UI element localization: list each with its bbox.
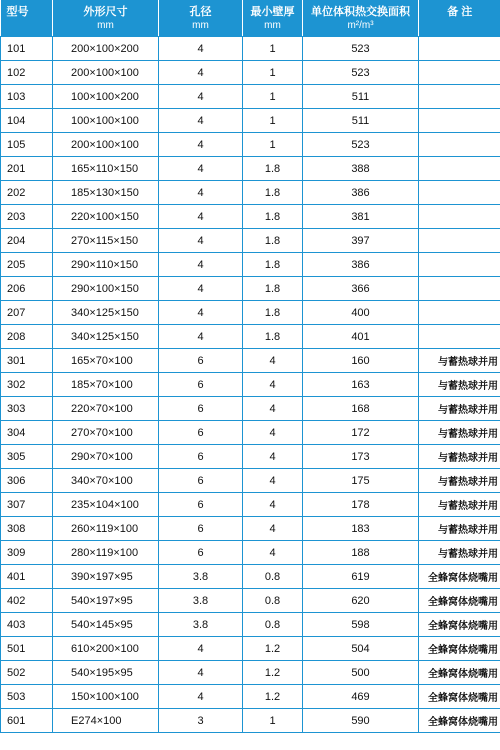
cell-area: 168 <box>303 397 419 421</box>
cell-hole: 6 <box>159 373 243 397</box>
table-row <box>1 517 500 541</box>
cell-hole: 4 <box>159 85 243 109</box>
table-row <box>1 61 500 85</box>
cell-size: 340×125×150 <box>53 301 159 325</box>
table-body <box>1 37 500 733</box>
cell-area: 397 <box>303 229 419 253</box>
cell-wall: 1 <box>243 37 303 61</box>
cell-hole: 4 <box>159 37 243 61</box>
cell-model: 403 <box>1 613 53 637</box>
cell-area: 175 <box>303 469 419 493</box>
cell-size: 185×130×150 <box>53 181 159 205</box>
cell-wall: 1 <box>243 709 303 733</box>
cell-model: 208 <box>1 325 53 349</box>
col-header-note: 备 注 <box>419 0 500 37</box>
cell-wall: 1.8 <box>243 157 303 181</box>
cell-model: 207 <box>1 301 53 325</box>
cell-note: 与蓄热球并用 <box>419 541 500 565</box>
table-row <box>1 685 500 709</box>
table-header <box>1 0 500 37</box>
cell-size: 220×100×150 <box>53 205 159 229</box>
cell-note: 与蓄热球并用 <box>419 397 500 421</box>
cell-wall: 4 <box>243 397 303 421</box>
cell-area: 620 <box>303 589 419 613</box>
cell-hole: 6 <box>159 493 243 517</box>
cell-wall: 1.8 <box>243 181 303 205</box>
cell-note <box>419 37 500 61</box>
cell-note: 全蜂窝体烧嘴用 <box>419 613 500 637</box>
cell-wall: 1 <box>243 85 303 109</box>
cell-note <box>419 85 500 109</box>
cell-model: 304 <box>1 421 53 445</box>
cell-model: 206 <box>1 277 53 301</box>
cell-wall: 4 <box>243 469 303 493</box>
cell-area: 366 <box>303 277 419 301</box>
cell-wall: 1.2 <box>243 661 303 685</box>
cell-note: 与蓄热球并用 <box>419 445 500 469</box>
table-row <box>1 541 500 565</box>
cell-hole: 6 <box>159 349 243 373</box>
table-row <box>1 85 500 109</box>
cell-hole: 4 <box>159 229 243 253</box>
cell-area: 523 <box>303 61 419 85</box>
cell-size: 540×145×95 <box>53 613 159 637</box>
cell-area: 523 <box>303 133 419 157</box>
cell-size: 280×119×100 <box>53 541 159 565</box>
cell-size: 200×100×100 <box>53 61 159 85</box>
cell-hole: 6 <box>159 541 243 565</box>
cell-area: 401 <box>303 325 419 349</box>
cell-note: 与蓄热球并用 <box>419 493 500 517</box>
cell-wall: 4 <box>243 349 303 373</box>
cell-model: 104 <box>1 109 53 133</box>
table-row <box>1 325 500 349</box>
cell-model: 305 <box>1 445 53 469</box>
cell-size: 270×70×100 <box>53 421 159 445</box>
cell-area: 386 <box>303 181 419 205</box>
table-row <box>1 589 500 613</box>
cell-note <box>419 133 500 157</box>
cell-hole: 4 <box>159 181 243 205</box>
cell-size: 290×100×150 <box>53 277 159 301</box>
cell-note: 与蓄热球并用 <box>419 349 500 373</box>
cell-size: E274×100 <box>53 709 159 733</box>
cell-wall: 1.8 <box>243 229 303 253</box>
cell-hole: 4 <box>159 157 243 181</box>
cell-hole: 6 <box>159 445 243 469</box>
cell-size: 540×195×95 <box>53 661 159 685</box>
cell-hole: 3.8 <box>159 589 243 613</box>
cell-hole: 4 <box>159 133 243 157</box>
cell-note: 全蜂窝体烧嘴用 <box>419 565 500 589</box>
cell-hole: 4 <box>159 685 243 709</box>
table-row <box>1 133 500 157</box>
cell-size: 200×100×100 <box>53 133 159 157</box>
cell-wall: 1.2 <box>243 685 303 709</box>
cell-model: 205 <box>1 253 53 277</box>
cell-area: 160 <box>303 349 419 373</box>
cell-wall: 4 <box>243 541 303 565</box>
cell-wall: 4 <box>243 493 303 517</box>
cell-model: 502 <box>1 661 53 685</box>
cell-size: 100×100×200 <box>53 85 159 109</box>
cell-note <box>419 61 500 85</box>
cell-wall: 1.8 <box>243 205 303 229</box>
cell-size: 610×200×100 <box>53 637 159 661</box>
cell-model: 309 <box>1 541 53 565</box>
cell-hole: 3.8 <box>159 565 243 589</box>
cell-area: 523 <box>303 37 419 61</box>
cell-hole: 4 <box>159 205 243 229</box>
cell-size: 185×70×100 <box>53 373 159 397</box>
cell-size: 165×110×150 <box>53 157 159 181</box>
cell-hole: 4 <box>159 325 243 349</box>
cell-size: 290×110×150 <box>53 253 159 277</box>
cell-wall: 1.8 <box>243 325 303 349</box>
cell-size: 220×70×100 <box>53 397 159 421</box>
cell-note: 全蜂窝体烧嘴用 <box>419 637 500 661</box>
cell-area: 469 <box>303 685 419 709</box>
cell-area: 511 <box>303 85 419 109</box>
cell-note <box>419 157 500 181</box>
table-row <box>1 157 500 181</box>
col-header-hole: 孔径 mm <box>159 0 243 37</box>
table-row <box>1 637 500 661</box>
cell-area: 386 <box>303 253 419 277</box>
cell-model: 601 <box>1 709 53 733</box>
table-row <box>1 565 500 589</box>
cell-note: 与蓄热球并用 <box>419 469 500 493</box>
cell-wall: 4 <box>243 421 303 445</box>
cell-note <box>419 229 500 253</box>
cell-model: 402 <box>1 589 53 613</box>
col-header-wall: 最小壁厚 mm <box>243 0 303 37</box>
col-header-model: 型号 <box>1 0 53 37</box>
cell-note: 全蜂窝体烧嘴用 <box>419 661 500 685</box>
cell-size: 390×197×95 <box>53 565 159 589</box>
cell-model: 204 <box>1 229 53 253</box>
cell-area: 178 <box>303 493 419 517</box>
cell-area: 388 <box>303 157 419 181</box>
cell-area: 400 <box>303 301 419 325</box>
cell-area: 381 <box>303 205 419 229</box>
cell-hole: 6 <box>159 469 243 493</box>
table-row <box>1 277 500 301</box>
table-row <box>1 253 500 277</box>
cell-wall: 4 <box>243 517 303 541</box>
cell-area: 173 <box>303 445 419 469</box>
cell-hole: 4 <box>159 301 243 325</box>
table-row <box>1 661 500 685</box>
cell-hole: 4 <box>159 661 243 685</box>
cell-model: 307 <box>1 493 53 517</box>
cell-size: 235×104×100 <box>53 493 159 517</box>
cell-note <box>419 181 500 205</box>
cell-note <box>419 253 500 277</box>
cell-size: 540×197×95 <box>53 589 159 613</box>
cell-model: 105 <box>1 133 53 157</box>
table-row <box>1 301 500 325</box>
cell-note <box>419 109 500 133</box>
cell-note: 全蜂窝体烧嘴用 <box>419 709 500 733</box>
table-row <box>1 109 500 133</box>
cell-model: 101 <box>1 37 53 61</box>
cell-hole: 6 <box>159 421 243 445</box>
cell-model: 102 <box>1 61 53 85</box>
table-row <box>1 181 500 205</box>
cell-model: 306 <box>1 469 53 493</box>
table-row <box>1 493 500 517</box>
cell-wall: 1.2 <box>243 637 303 661</box>
table-row <box>1 373 500 397</box>
cell-hole: 4 <box>159 61 243 85</box>
table-row <box>1 205 500 229</box>
cell-hole: 6 <box>159 517 243 541</box>
cell-note: 全蜂窝体烧嘴用 <box>419 589 500 613</box>
cell-size: 260×119×100 <box>53 517 159 541</box>
table-row <box>1 349 500 373</box>
cell-hole: 4 <box>159 637 243 661</box>
table-row <box>1 397 500 421</box>
cell-wall: 1 <box>243 61 303 85</box>
cell-wall: 4 <box>243 445 303 469</box>
cell-area: 504 <box>303 637 419 661</box>
cell-area: 598 <box>303 613 419 637</box>
cell-note <box>419 277 500 301</box>
cell-model: 501 <box>1 637 53 661</box>
table-row <box>1 613 500 637</box>
cell-model: 308 <box>1 517 53 541</box>
cell-model: 401 <box>1 565 53 589</box>
cell-hole: 3 <box>159 709 243 733</box>
cell-hole: 6 <box>159 397 243 421</box>
cell-wall: 0.8 <box>243 613 303 637</box>
col-header-area: 单位体积热交换面积 m²/m³ <box>303 0 419 37</box>
cell-hole: 4 <box>159 253 243 277</box>
cell-size: 200×100×200 <box>53 37 159 61</box>
table-row <box>1 37 500 61</box>
cell-area: 619 <box>303 565 419 589</box>
cell-area: 590 <box>303 709 419 733</box>
cell-size: 290×70×100 <box>53 445 159 469</box>
table-row <box>1 421 500 445</box>
cell-note: 与蓄热球并用 <box>419 421 500 445</box>
cell-note <box>419 325 500 349</box>
cell-note: 与蓄热球并用 <box>419 373 500 397</box>
cell-note <box>419 205 500 229</box>
cell-hole: 4 <box>159 109 243 133</box>
cell-model: 201 <box>1 157 53 181</box>
header-row <box>1 0 500 37</box>
cell-model: 203 <box>1 205 53 229</box>
cell-note: 全蜂窝体烧嘴用 <box>419 685 500 709</box>
cell-area: 172 <box>303 421 419 445</box>
cell-size: 340×70×100 <box>53 469 159 493</box>
table-row <box>1 229 500 253</box>
cell-size: 340×125×150 <box>53 325 159 349</box>
cell-wall: 1.8 <box>243 301 303 325</box>
cell-size: 165×70×100 <box>53 349 159 373</box>
cell-size: 270×115×150 <box>53 229 159 253</box>
cell-area: 163 <box>303 373 419 397</box>
cell-wall: 0.8 <box>243 565 303 589</box>
cell-model: 103 <box>1 85 53 109</box>
cell-model: 302 <box>1 373 53 397</box>
cell-note <box>419 301 500 325</box>
col-header-size: 外形尺寸 mm <box>53 0 159 37</box>
cell-area: 500 <box>303 661 419 685</box>
table-row <box>1 445 500 469</box>
cell-wall: 4 <box>243 373 303 397</box>
cell-model: 503 <box>1 685 53 709</box>
cell-model: 301 <box>1 349 53 373</box>
cell-wall: 1.8 <box>243 277 303 301</box>
cell-wall: 1 <box>243 133 303 157</box>
cell-wall: 1.8 <box>243 253 303 277</box>
cell-model: 202 <box>1 181 53 205</box>
cell-area: 183 <box>303 517 419 541</box>
cell-area: 511 <box>303 109 419 133</box>
cell-area: 188 <box>303 541 419 565</box>
table-row <box>1 709 500 733</box>
table-row <box>1 469 500 493</box>
cell-size: 150×100×100 <box>53 685 159 709</box>
cell-hole: 4 <box>159 277 243 301</box>
cell-size: 100×100×100 <box>53 109 159 133</box>
cell-model: 303 <box>1 397 53 421</box>
cell-note: 与蓄热球并用 <box>419 517 500 541</box>
cell-hole: 3.8 <box>159 613 243 637</box>
cell-wall: 0.8 <box>243 589 303 613</box>
cell-wall: 1 <box>243 109 303 133</box>
